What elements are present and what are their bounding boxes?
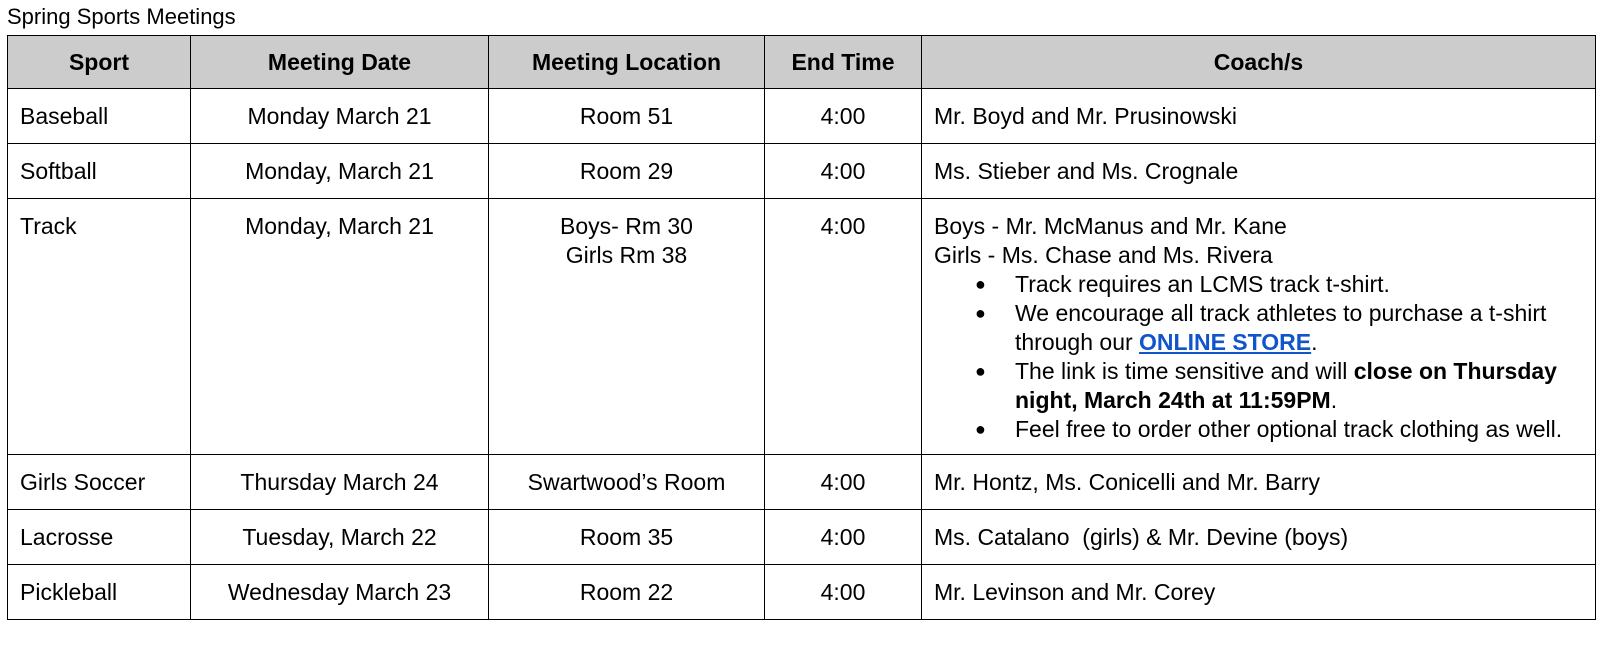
bullet-icon: ● [975, 303, 986, 323]
deadline-text: close on Thursday night, March 24th at 11:59PM [1015, 358, 1557, 413]
list-item [975, 299, 1583, 357]
cell-sport: Girls Soccer [8, 455, 191, 510]
table-row-pickleball [8, 565, 1596, 620]
list-item [975, 415, 1583, 444]
cell-meeting-location: Room 51 [489, 89, 765, 144]
location-line-girls: Girls Rm 38 [565, 242, 688, 268]
track-notes-list [934, 270, 1583, 444]
spring-sports-meetings-table [7, 35, 1596, 620]
cell-meeting-location: Room 35 [489, 510, 765, 565]
header-meeting-location: Meeting Location [489, 36, 765, 89]
cell-sport: Baseball [8, 89, 191, 144]
cell-meeting-location: Room 22 [489, 565, 765, 620]
table-header-row [8, 36, 1596, 89]
list-item [975, 270, 1583, 299]
table-row-lacrosse [8, 510, 1596, 565]
note-text-end: . [1311, 329, 1318, 355]
table-row-baseball [8, 89, 1596, 144]
cell-coaches: Mr. Hontz, Ms. Conicelli and Mr. Barry [922, 455, 1596, 510]
coach-line-boys: Boys - Mr. McManus and Mr. Kane [934, 213, 1287, 239]
note-text: The link is time sensitive and will [1015, 358, 1354, 384]
cell-meeting-date: Monday, March 21 [191, 144, 489, 199]
cell-meeting-date: Monday, March 21 [191, 199, 489, 455]
cell-meeting-date: Wednesday March 23 [191, 565, 489, 620]
cell-end-time: 4:00 [765, 199, 922, 455]
cell-coaches [922, 199, 1596, 455]
cell-meeting-date: Thursday March 24 [191, 455, 489, 510]
location-line-boys: Boys- Rm 30 [560, 213, 693, 239]
bullet-icon: ● [975, 274, 986, 294]
cell-end-time: 4:00 [765, 89, 922, 144]
cell-sport: Lacrosse [8, 510, 191, 565]
cell-end-time: 4:00 [765, 565, 922, 620]
note-text: Feel free to order other optional track clothing as well. [1015, 416, 1563, 442]
cell-coaches: Mr. Boyd and Mr. Prusinowski [922, 89, 1596, 144]
note-text: We encourage all track athletes to purchase a t-shirt through our [1015, 300, 1547, 355]
cell-end-time: 4:00 [765, 455, 922, 510]
cell-coaches: Mr. Levinson and Mr. Corey [922, 565, 1596, 620]
header-sport: Sport [8, 36, 191, 89]
cell-meeting-location: Room 29 [489, 144, 765, 199]
online-store-link[interactable]: ONLINE STORE [1139, 329, 1312, 355]
cell-meeting-location: Swartwood’s Room [489, 455, 765, 510]
table-row-softball [8, 144, 1596, 199]
note-text: Track requires an LCMS track t-shirt. [1015, 271, 1390, 297]
bullet-icon: ● [975, 419, 986, 439]
cell-end-time: 4:00 [765, 144, 922, 199]
cell-coaches: Ms. Stieber and Ms. Crognale [922, 144, 1596, 199]
cell-coaches: Ms. Catalano (girls) & Mr. Devine (boys) [922, 510, 1596, 565]
list-item [975, 357, 1583, 415]
table-row-girls-soccer [8, 455, 1596, 510]
table-row-track [8, 199, 1596, 455]
cell-sport: Softball [8, 144, 191, 199]
note-text-end: . [1330, 387, 1338, 413]
bullet-icon: ● [975, 361, 986, 381]
cell-end-time: 4:00 [765, 510, 922, 565]
cell-sport: Track [8, 199, 191, 455]
header-end-time: End Time [765, 36, 922, 89]
cell-meeting-location [489, 199, 765, 455]
cell-meeting-date: Tuesday, March 22 [191, 510, 489, 565]
header-meeting-date: Meeting Date [191, 36, 489, 89]
coach-line-girls: Girls - Ms. Chase and Ms. Rivera [934, 242, 1273, 268]
header-coaches: Coach/s [922, 36, 1596, 89]
cell-sport: Pickleball [8, 565, 191, 620]
document-title: Spring Sports Meetings [7, 4, 236, 29]
cell-meeting-date: Monday March 21 [191, 89, 489, 144]
